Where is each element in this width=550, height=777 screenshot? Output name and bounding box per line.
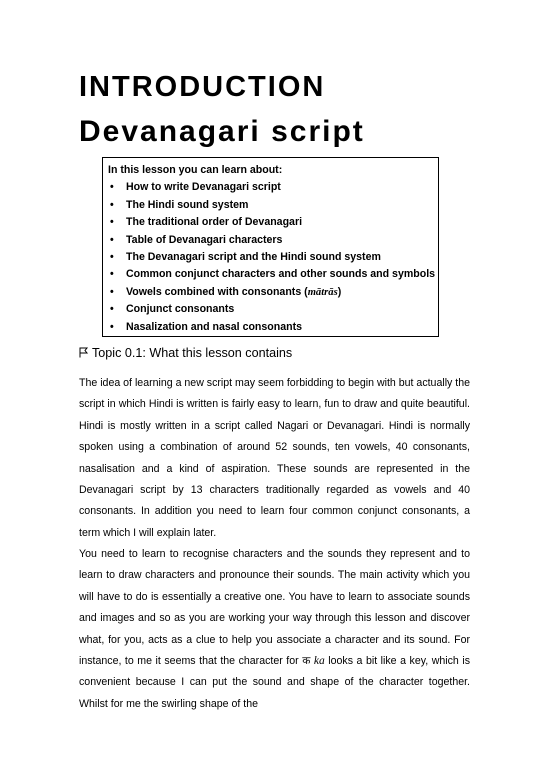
bullet-icon: • [110, 181, 114, 194]
objective-item: • The Hindi sound system [108, 197, 434, 214]
bullet-icon: • [110, 216, 114, 229]
body-paragraph-1: The idea of learning a new script may seem forbidding to begin with but actually the script in which Hindi is written is fairly easy to learn, fun to draw and quite beautiful. Hindi is mostly written in a script called Nagari or Devanagari. Hindi is normally spoken using a combination of around 52 sounds, ten vowels, 40 consonants, nasalisation and a kind of aspiration. These sounds are represented in the Devanagari script by 13 characters traditionally regarded as vowels and 40 consonants. In addition you need to learn four common conjunct consonants, a term which I will explain later. [79, 377, 471, 539]
bullet-icon: • [110, 251, 114, 264]
bullet-icon: • [110, 233, 114, 246]
objective-italic-term: mātrās [307, 286, 338, 298]
bullet-icon: • [110, 303, 114, 316]
page-subtitle: Devanagari script [79, 115, 365, 148]
objective-item: • The traditional order of Devanagari [108, 214, 434, 231]
page-title: INTRODUCTION [79, 71, 326, 103]
objective-item: • Table of Devanagari characters [108, 232, 434, 249]
topic-flag-icon [79, 347, 89, 358]
topic-label: Topic 0.1: What this lesson contains [92, 346, 293, 360]
objective-item: • How to write Devanagari script [108, 179, 434, 196]
objectives-list [108, 179, 434, 336]
bullet-icon: • [110, 268, 114, 281]
objective-item: • Common conjunct characters and other sounds and symbols [108, 266, 434, 283]
transliteration-ka: ka [313, 655, 325, 668]
body-paragraph-2: You need to learn to recognise characters and the sounds they represent and to learn to draw characters and pronounce their sounds. The main activity which you will have to do is essentially a creative one. You have to learn to associate sounds and images and so as you are working your way through this lesson and discover what, for you, acts as a clue to help you associate a character and its sound. For instance, to me it seems that the character for क ka looks a bit like a key, which is convenient because I can put the sound and shape of the character together. Whilst for me the swirling shape of the [79, 548, 470, 710]
bullet-icon: • [110, 198, 114, 211]
devanagari-ka: क [302, 655, 311, 668]
objective-item: • Conjunct consonants [108, 301, 434, 318]
lesson-objectives-box [102, 157, 439, 337]
objective-item: • Vowels combined with consonants (mātrās) [108, 284, 434, 301]
objective-item: • The Devanagari script and the Hindi sound system [108, 249, 434, 266]
topic-heading [79, 346, 292, 360]
bullet-icon: • [110, 320, 114, 333]
objective-item: • Nasalization and nasal consonants [108, 319, 434, 336]
objectives-heading: In this lesson you can learn about: [108, 164, 283, 176]
bullet-icon: • [110, 285, 114, 298]
